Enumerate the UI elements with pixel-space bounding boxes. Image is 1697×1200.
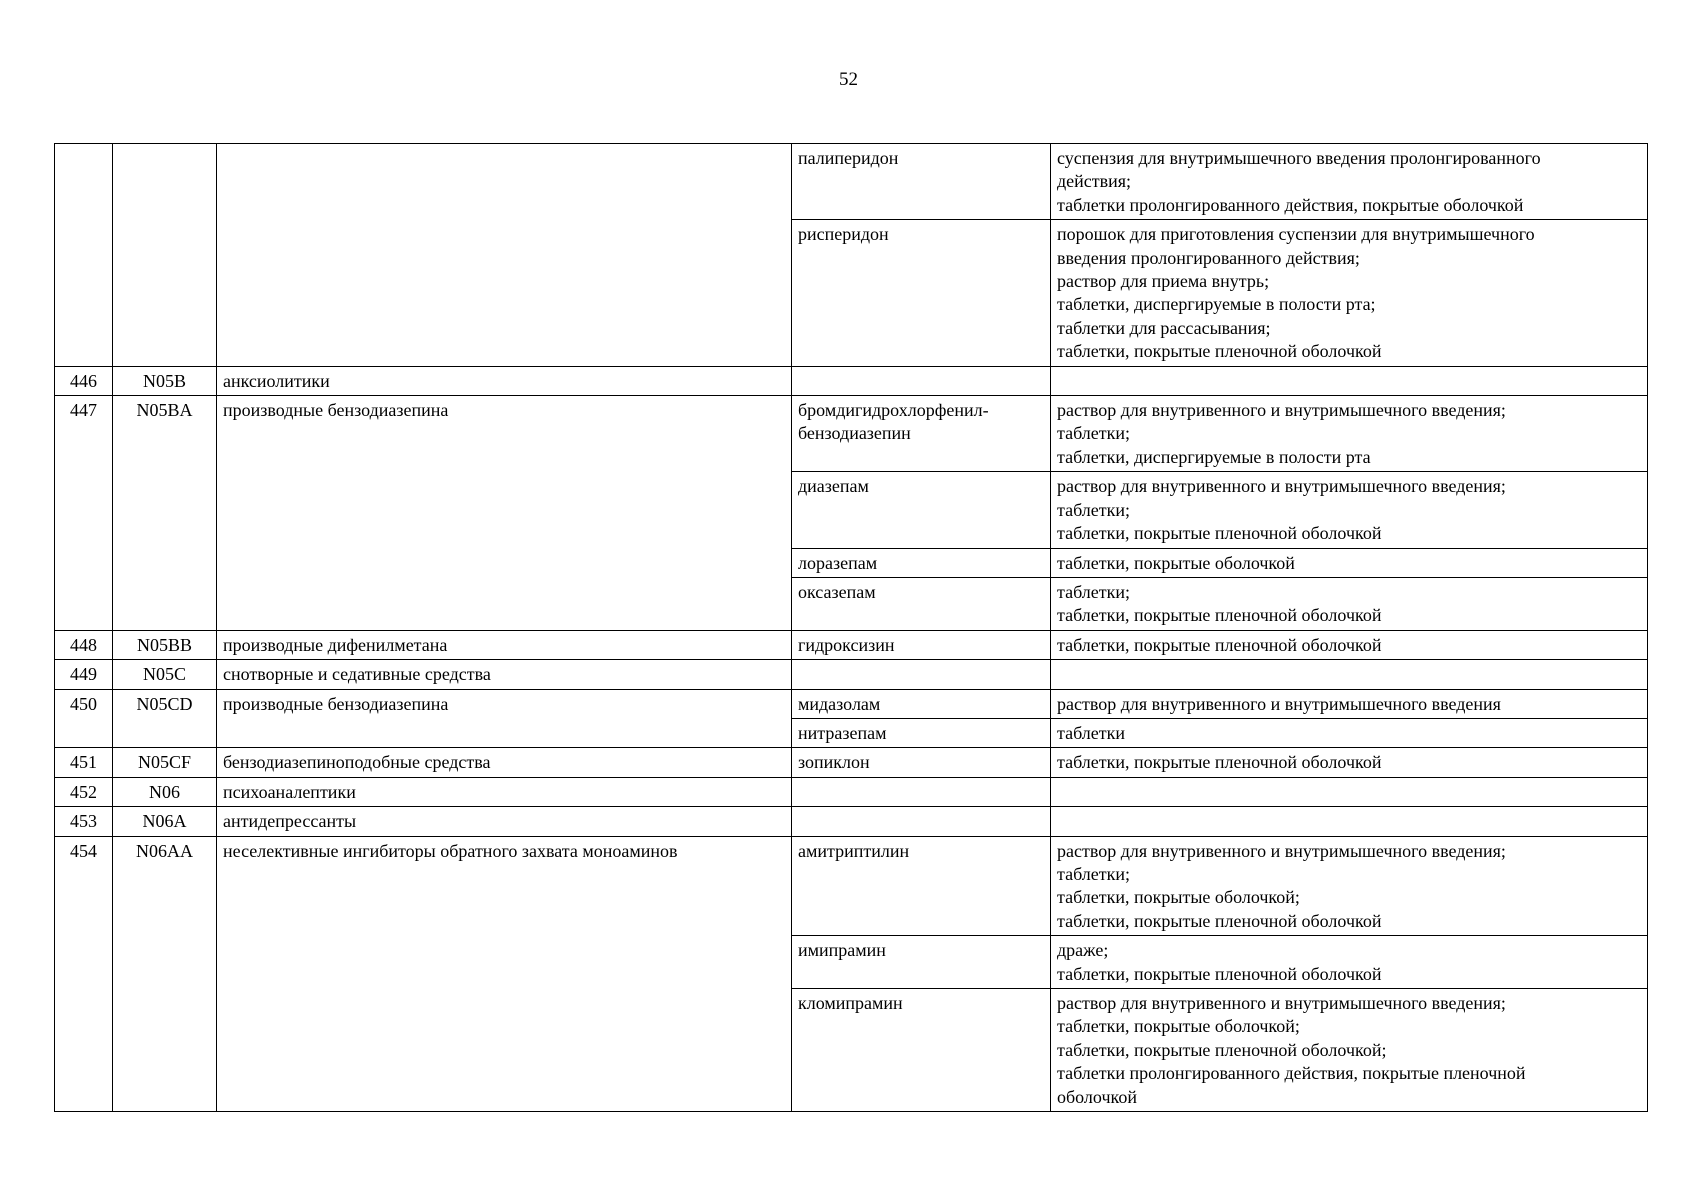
dosage-form-line: таблетки, покрытые пленочной оболочкой; (1057, 1039, 1387, 1060)
dosage-form-cell (1051, 989, 1648, 1112)
dosage-form-line: таблетки, покрытые пленочной оболочкой (1057, 910, 1382, 931)
dosage-form-line: таблетки; (1057, 863, 1131, 884)
drug-name-line (798, 781, 1044, 804)
drug-name-line: рисперидон (798, 224, 889, 245)
row-number-cell: 452 (55, 777, 113, 806)
dosage-form-line: таблетки, покрытые пленочной оболочкой (1057, 523, 1382, 544)
drug-name-line (798, 663, 1044, 686)
dosage-form-line (1057, 370, 1641, 393)
drug-name-cell (792, 577, 1051, 630)
dosage-form-line: таблетки, покрытые оболочкой; (1057, 887, 1300, 908)
drug-name-line: амитриптилин (798, 840, 910, 861)
drug-name-line: имипрамин (798, 940, 886, 961)
table-row (55, 144, 1648, 220)
dosage-form-line: раствор для внутривенного и внутримышечного введения; (1057, 840, 1506, 861)
dosage-form-cell (1051, 660, 1648, 689)
drug-name-cell (792, 472, 1051, 548)
dosage-form-line (1057, 810, 1641, 833)
dosage-form-line: таблетки, покрытые пленочной оболочкой (1057, 605, 1382, 626)
atc-code-cell: N05B (113, 366, 217, 395)
atc-code-cell: N06AA (113, 836, 217, 1111)
atc-code-cell: N05CF (113, 748, 217, 777)
dosage-form-line: таблетки для рассасывания; (1057, 317, 1271, 338)
drug-name-cell (792, 144, 1051, 220)
pharmacological-group-cell: бензодиазепиноподобные средства (217, 748, 792, 777)
drug-name-cell (792, 366, 1051, 395)
row-number-cell (55, 144, 113, 367)
drug-name-line: мидазолам (798, 693, 881, 714)
dosage-form-cell (1051, 689, 1648, 718)
dosage-form-cell (1051, 548, 1648, 577)
atc-code-cell (113, 144, 217, 367)
pharmacological-group-cell: снотворные и седативные средства (217, 660, 792, 689)
table-row (55, 748, 1648, 777)
row-number-cell: 447 (55, 396, 113, 631)
dosage-form-line: раствор для внутривенного и внутримышечного введения; (1057, 993, 1506, 1013)
dosage-form-line: таблетки (1057, 722, 1126, 743)
table-row (55, 689, 1648, 718)
dosage-form-line: введения пролонгированного действия; (1057, 247, 1360, 268)
atc-code-cell: N05CD (113, 689, 217, 748)
dosage-form-line: таблетки, покрытые пленочной оболочкой (1057, 752, 1382, 773)
dosage-form-line: раствор для внутривенного и внутримышечного введения (1057, 693, 1501, 714)
page-number: 52 (839, 69, 858, 90)
drug-table (54, 143, 1648, 1112)
dosage-form-line: таблетки, покрытые оболочкой; (1057, 1016, 1300, 1037)
row-number-cell: 448 (55, 630, 113, 659)
dosage-form-cell (1051, 366, 1648, 395)
dosage-form-line: таблетки пролонгированного действия, покрытые пленочной (1057, 1063, 1526, 1084)
dosage-form-line: раствор для приема внутрь; (1057, 271, 1270, 292)
dosage-form-line: таблетки пролонгированного действия, покрытые оболочкой (1057, 194, 1524, 215)
dosage-form-cell (1051, 144, 1648, 220)
dosage-form-line (1057, 781, 1641, 804)
row-number-cell: 446 (55, 366, 113, 395)
atc-code-cell: N05BB (113, 630, 217, 659)
dosage-form-line: таблетки, диспергируемые в полости рта (1057, 446, 1371, 467)
table-body (55, 144, 1648, 1112)
drug-name-cell (792, 396, 1051, 472)
dosage-form-line: оболочкой (1057, 1086, 1137, 1107)
dosage-form-line: раствор для внутривенного и внутримышечного введения; (1057, 476, 1506, 497)
drug-name-cell (792, 989, 1051, 1112)
atc-code-cell: N05BA (113, 396, 217, 631)
table-row (55, 396, 1648, 472)
drug-name-line (798, 810, 1044, 833)
dosage-form-line: таблетки; (1057, 581, 1131, 602)
pharmacological-group-cell: психоаналептики (217, 777, 792, 806)
dosage-form-line: таблетки, диспергируемые в полости рта; (1057, 294, 1376, 315)
row-number-cell: 454 (55, 836, 113, 1111)
dosage-form-line: действия; (1057, 171, 1132, 192)
row-number-cell: 451 (55, 748, 113, 777)
atc-code-cell: N06 (113, 777, 217, 806)
pharmacological-group-cell: производные дифенилметана (217, 630, 792, 659)
pharmacological-group-cell: анксиолитики (217, 366, 792, 395)
drug-name-cell (792, 936, 1051, 989)
dosage-form-cell (1051, 220, 1648, 366)
table-row (55, 366, 1648, 395)
dosage-form-line: порошок для приготовления суспензии для внутримышечного (1057, 224, 1535, 245)
drug-name-line: нитразепам (798, 722, 887, 743)
dosage-form-cell (1051, 807, 1648, 836)
row-number-cell: 453 (55, 807, 113, 836)
dosage-form-cell (1051, 630, 1648, 659)
drug-name-cell (792, 660, 1051, 689)
dosage-form-line: драже; (1057, 940, 1109, 961)
drug-name-cell (792, 220, 1051, 366)
dosage-form-line (1057, 663, 1641, 686)
drug-name-cell (792, 836, 1051, 936)
drug-name-line (798, 370, 1044, 393)
dosage-form-cell (1051, 718, 1648, 747)
pharmacological-group-cell: антидепрессанты (217, 807, 792, 836)
atc-code-cell: N06A (113, 807, 217, 836)
dosage-form-line: раствор для внутривенного и внутримышечного введения; (1057, 400, 1506, 421)
drug-name-cell (792, 777, 1051, 806)
drug-name-cell (792, 748, 1051, 777)
drug-name-line: бензодиазепин (798, 423, 911, 444)
atc-code-cell: N05C (113, 660, 217, 689)
dosage-form-line: суспензия для внутримышечного введения пролонгированного (1057, 148, 1541, 168)
drug-name-line: гидроксизин (798, 634, 895, 655)
drug-name-line: зопиклон (798, 752, 870, 773)
table-row (55, 777, 1648, 806)
drug-name-line: диазепам (798, 476, 869, 497)
row-number-cell: 450 (55, 689, 113, 748)
table-row (55, 660, 1648, 689)
drug-name-line: лоразепам (798, 552, 878, 573)
dosage-form-cell (1051, 472, 1648, 548)
dosage-form-cell (1051, 777, 1648, 806)
table-row (55, 630, 1648, 659)
dosage-form-cell (1051, 836, 1648, 936)
dosage-form-line: таблетки, покрытые пленочной оболочкой (1057, 341, 1382, 362)
drug-name-cell (792, 548, 1051, 577)
drug-name-line: кломипрамин (798, 993, 903, 1013)
dosage-form-line: таблетки, покрытые оболочкой (1057, 552, 1295, 573)
pharmacological-group-cell: неселективные ингибиторы обратного захвата моноаминов (217, 836, 792, 1111)
drug-name-line: палиперидон (798, 148, 899, 168)
pharmacological-group-cell: производные бензодиазепина (217, 689, 792, 748)
drug-name-line: оксазепам (798, 581, 876, 602)
dosage-form-cell (1051, 577, 1648, 630)
pharmacological-group-cell (217, 144, 792, 367)
row-number-cell: 449 (55, 660, 113, 689)
pharmacological-group-cell: производные бензодиазепина (217, 396, 792, 631)
dosage-form-cell (1051, 748, 1648, 777)
drug-name-cell (792, 718, 1051, 747)
dosage-form-line: таблетки; (1057, 423, 1131, 444)
drug-name-cell (792, 807, 1051, 836)
drug-name-cell (792, 630, 1051, 659)
drug-name-cell (792, 689, 1051, 718)
dosage-form-cell (1051, 396, 1648, 472)
table-row (55, 807, 1648, 836)
dosage-form-line: таблетки; (1057, 499, 1131, 520)
drug-name-line: бромдигидрохлорфенил- (798, 400, 989, 421)
dosage-form-line: таблетки, покрытые пленочной оболочкой (1057, 634, 1382, 655)
dosage-form-line: таблетки, покрытые пленочной оболочкой (1057, 963, 1382, 984)
table-row (55, 836, 1648, 936)
dosage-form-cell (1051, 936, 1648, 989)
